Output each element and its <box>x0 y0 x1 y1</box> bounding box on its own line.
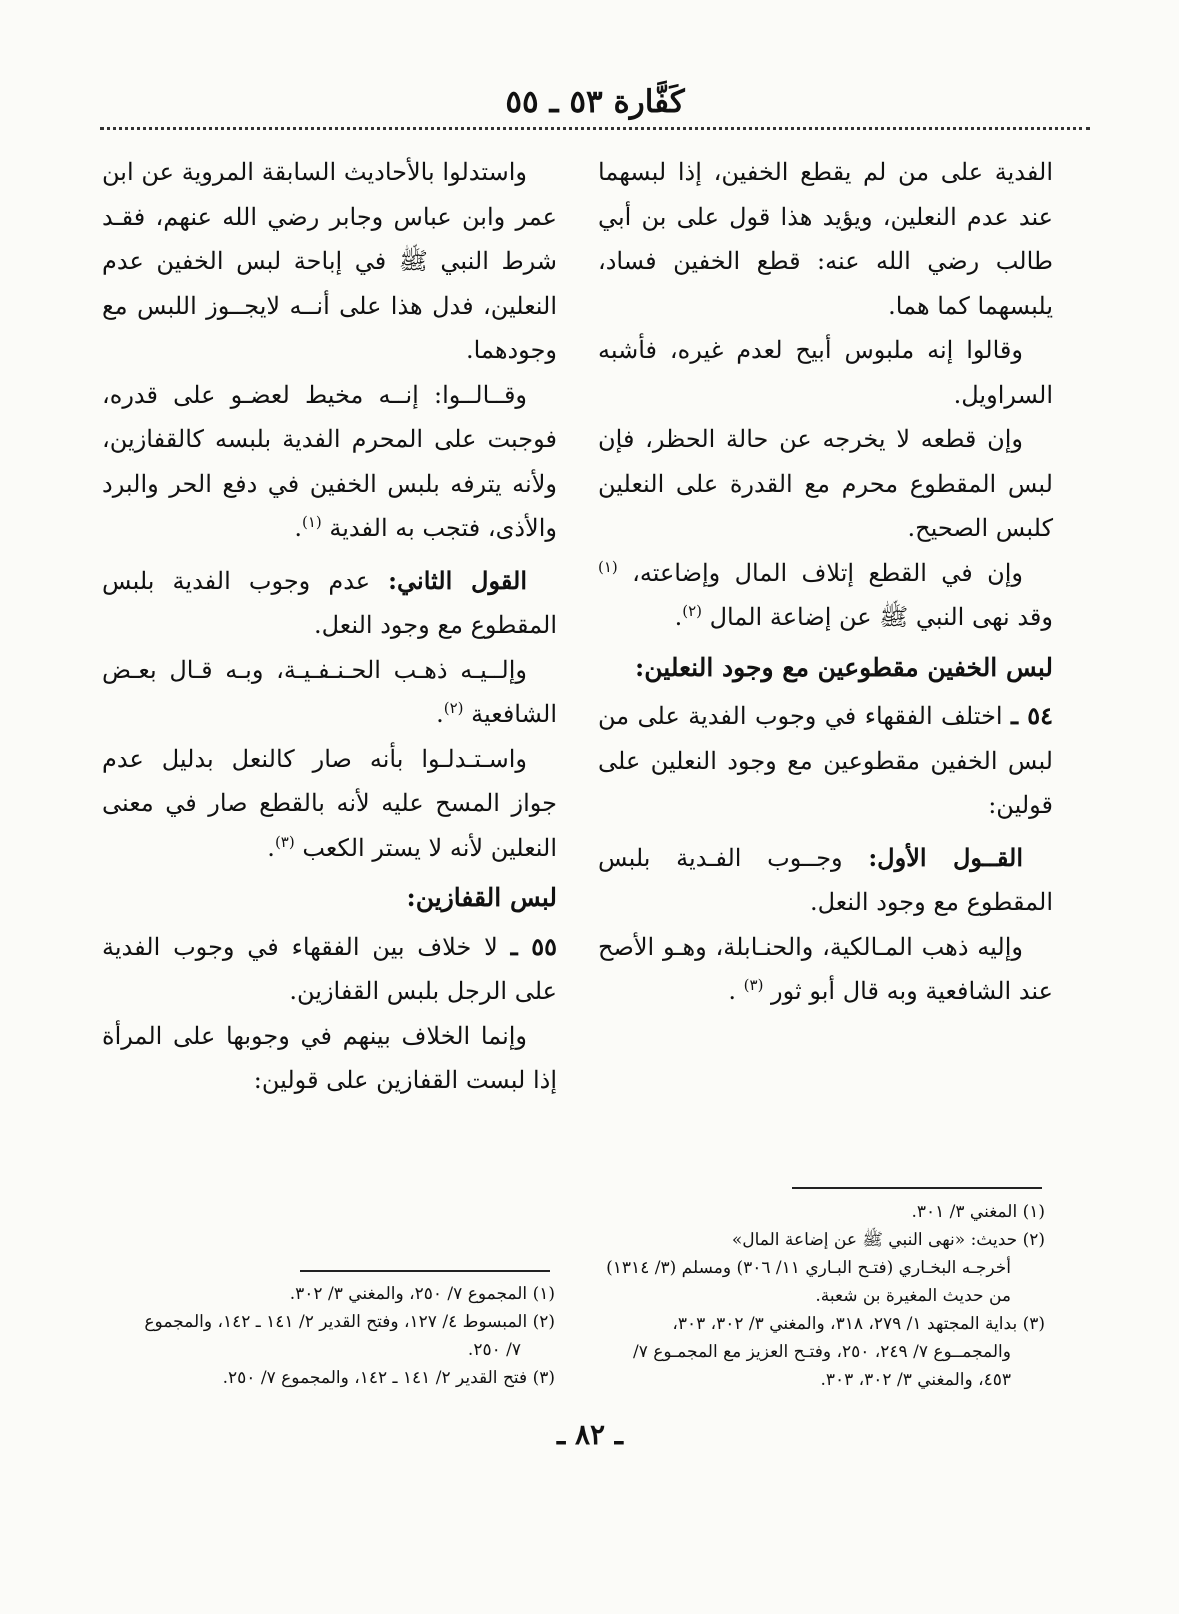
footnote-ref: (٣) <box>274 832 295 851</box>
footnote-ref: (٢) <box>682 602 702 620</box>
paragraph-text: . <box>294 514 302 542</box>
footnote-number: (١) <box>532 1284 555 1304</box>
footnote-ref: (١) <box>598 557 618 576</box>
opinion-label: القول الثاني: <box>388 565 527 595</box>
footnote-continuation: والمجمــوع ٧/ ٢٤٩، ٢٥٠، وفتـح العزيز مع المجمـوع ٧/ ٤٥٣، والمغني ٣/ ٣٠٢، ٣٠٣. <box>632 1342 1011 1390</box>
paragraph: واستدلوا بالأحاديث السابقة المروية عن ابن عمر وابن عباس وجابر رضي الله عنهم، فقـد شرط النبي ﷺ في إباحة لبس الخفين عدم النعلين، فدل هذا على أنــه لايجــوز اللبس مع وجودهما. <box>102 158 557 364</box>
paragraph-text: . <box>674 603 683 631</box>
footnote <box>595 1310 1045 1394</box>
paragraph <box>598 836 1053 925</box>
footnote-text: بداية المجتهد ١/ ٢٧٩، ٣١٨، والمغني ٣/ ٣٠٢، ٣٠٣، <box>672 1314 1018 1334</box>
paragraph-text: اختلف الفقهاء في وجوب الفدية على من لبس الخفين مقطوعين مع وجود النعلين على قولين: <box>598 702 1053 819</box>
footnote-continuation: ٧/ ٢٥٠. <box>467 1340 521 1360</box>
footnote-text: المبسوط ٤/ ١٢٧، وفتح القدير ٢/ ١٤١ ـ ١٤٢، والمجموع <box>144 1312 528 1332</box>
paragraph: الفدية على من لم يقطع الخفين، إذا لبسهما عند عدم النعلين، ويؤيد هذا قول على بن أبي طالب رضي الله عنه: قطع الخفين فساد، يلبسهما كما هما. <box>598 158 1053 320</box>
page-header: كَفَّارة ٥٣ ـ ٥٥ <box>505 84 685 120</box>
paragraph-text: وجــوب الفـدية بلبس المقطوع مع وجود النعل. <box>598 843 1053 916</box>
header-divider <box>100 127 1090 130</box>
paragraph-text: . <box>436 700 444 728</box>
footnote-number: (٢) <box>532 1312 555 1332</box>
paragraph <box>598 694 1053 828</box>
paragraph <box>102 737 557 871</box>
footnote-text: المغني ٣/ ٣٠١. <box>911 1202 1018 1222</box>
paragraph-text: وقــالــوا: إنــه مخيط لعضـو على قدره، فوجبت على المحرم الفدية بلبسه كالقفازين، ولأنه يترفه بلبس الخفين في دفع الحر والبرد والأذى، فتجب به الفدية <box>102 380 557 542</box>
footnote <box>100 1308 555 1364</box>
paragraph-text: وإليه ذهب المـالكية، والحنـابلة، وهـو الأصح عند الشافعية وبه قال أبو ثور <box>598 932 1053 1005</box>
footnote <box>595 1198 1045 1226</box>
footnote-ref: (٣) <box>743 976 764 994</box>
paragraph-text: وإلــيـه ذهـب الحـنـفـيـة، وبـه قـال بعـض الشافعية <box>102 655 557 728</box>
paragraph: وقالوا إنه ملبوس أبيح لعدم غيره، فأشبه السراويل. <box>598 336 1053 409</box>
footnote-ref: (٢) <box>443 699 464 717</box>
paragraph: وإن قطعه لا يخرجه عن حالة الحظر، فإن لبس المقطوع محرم مع القدرة على النعلين كلبس الصحيح. <box>598 425 1053 542</box>
footnote-text: المجموع ٧/ ٢٥٠، والمغني ٣/ ٣٠٢. <box>289 1284 528 1304</box>
footnote <box>100 1280 555 1308</box>
right-column <box>598 150 1053 1014</box>
section-heading: لبس الخفين مقطوعين مع وجود النعلين: <box>635 652 1053 682</box>
left-column <box>102 150 557 1103</box>
footnote-divider <box>300 1270 550 1272</box>
footnote-number: (٣) <box>1022 1314 1045 1334</box>
paragraph-text: عدم وجوب الفدية بلبس المقطوع مع وجود النعل. <box>102 566 557 639</box>
paragraph-text: وقد نهى النبي ﷺ عن إضاعة المال <box>701 603 1053 631</box>
paragraph <box>102 925 557 1014</box>
section-number: ٥٤ ـ <box>1011 701 1053 730</box>
paragraph-text: وإن في القطع إتلاف المال وإضاعته، <box>617 558 1023 587</box>
footnote <box>100 1364 555 1392</box>
footnotes-right <box>595 1198 1045 1394</box>
paragraph <box>102 373 557 551</box>
footnotes-left <box>100 1280 555 1392</box>
paragraph <box>102 559 557 648</box>
footnote-text: فتح القدير ٢/ ١٤١ ـ ١٤٢، والمجموع ٧/ ٢٥٠. <box>222 1368 528 1388</box>
paragraph: وإنما الخلاف بينهم في وجوبها على المرأة إذا لبست القفازين على قولين: <box>102 1021 557 1094</box>
opinion-label: القــول الأول: <box>868 842 1023 872</box>
footnote-divider <box>792 1187 1042 1189</box>
footnote-text: حديث: «نهى النبي ﷺ عن إضاعة المال» <box>731 1230 1018 1250</box>
footnote <box>595 1226 1045 1310</box>
paragraph-text: لا خلاف بين الفقهاء في وجوب الفدية على الرجل بلبس القفازين. <box>102 932 557 1005</box>
section-number: ٥٥ ـ <box>510 931 558 961</box>
paragraph-text: واسـتـدلـوا بأنه صار كالنعل بدليل عدم جواز المسح عليه لأنه بالقطع صار في معنى النعلين لأنه لا يستر الكعب <box>102 744 557 862</box>
paragraph-text: . <box>267 833 275 862</box>
footnote-number: (١) <box>1022 1202 1045 1222</box>
footnote-number: (٣) <box>532 1368 555 1388</box>
footnote-continuation: أخرجـه البخـاري (فتـح البـاري ١١/ ٣٠٦) ومسلم (٣/ ١٣١٤) من حديث المغيرة بن شعبة. <box>606 1258 1011 1306</box>
paragraph-text: . <box>728 977 744 1005</box>
footnote-number: (٢) <box>1022 1230 1045 1250</box>
paragraph <box>598 551 1053 640</box>
footnote-ref: (١) <box>301 513 322 531</box>
section-heading: لبس القفازين: <box>406 883 557 912</box>
paragraph <box>102 648 557 737</box>
page-number: ـ ٨٢ ـ <box>557 1418 623 1451</box>
paragraph <box>598 925 1053 1014</box>
